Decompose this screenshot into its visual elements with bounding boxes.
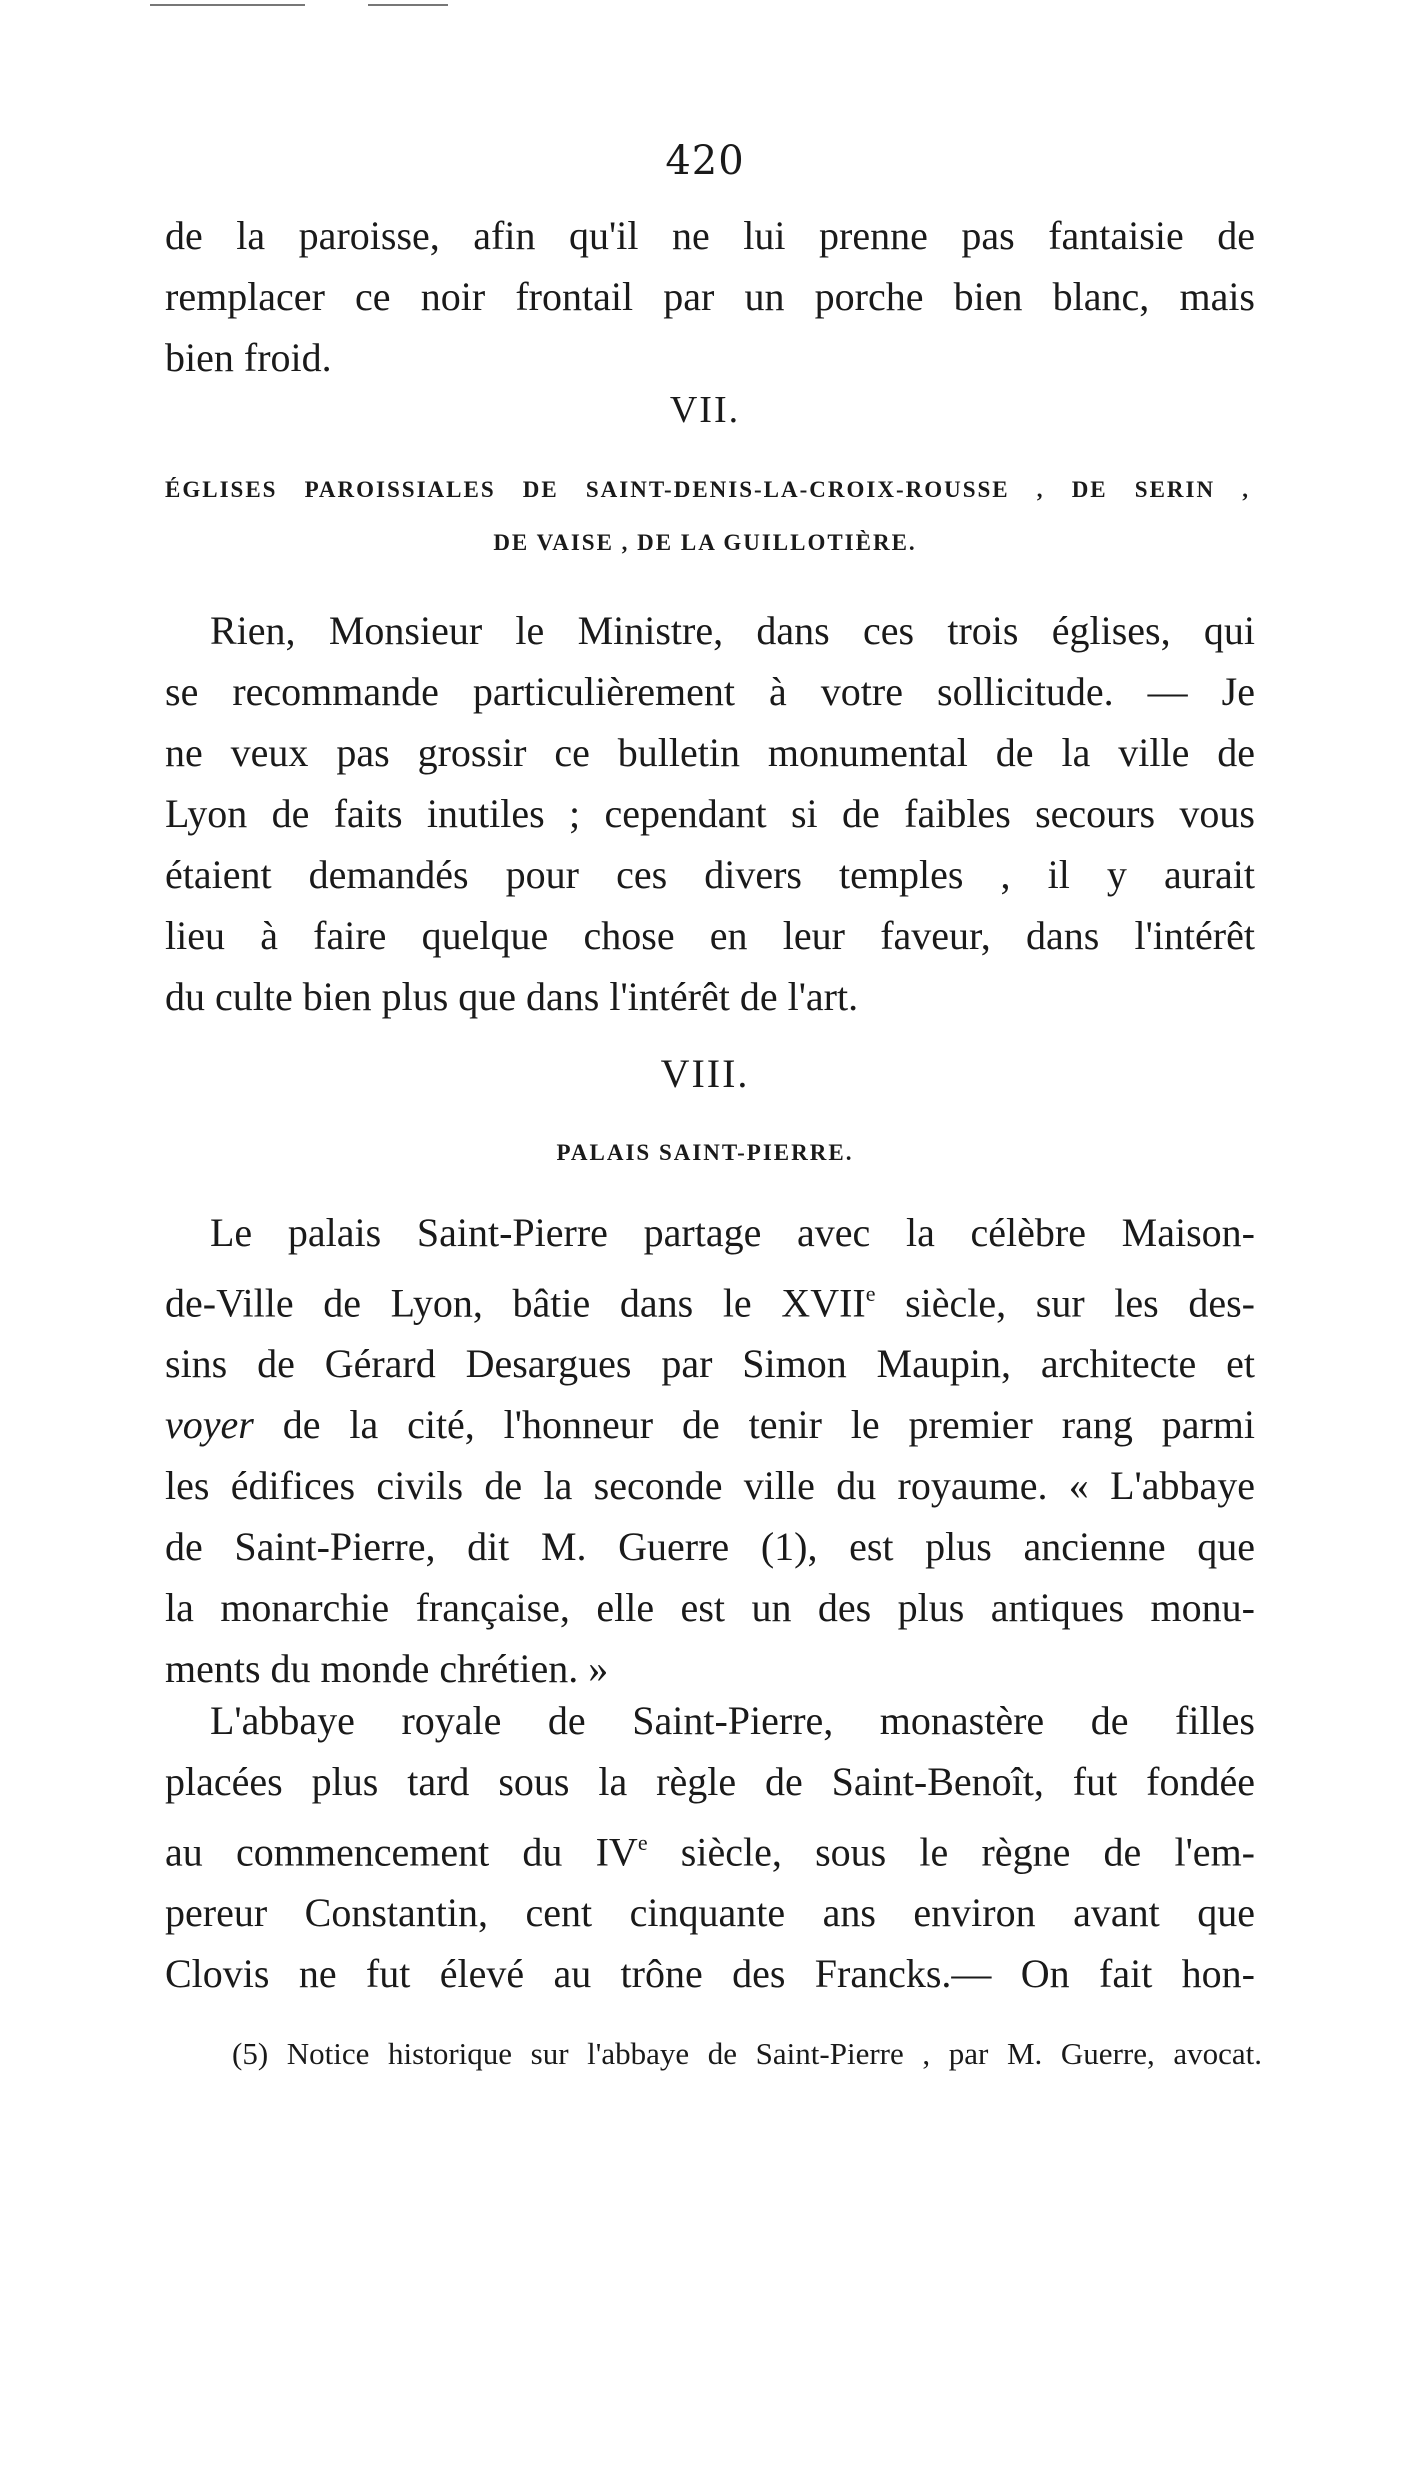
- section-viii-paragraph-2: [165, 1690, 1255, 2004]
- text-line: de la paroisse, afin qu'il ne lui prenne pas fantaisie de: [165, 213, 1255, 258]
- text-line: Rien, Monsieur le Ministre, dans ces trois églises, qui: [210, 608, 1255, 653]
- text-line: Clovis ne fut élevé au trône des Francks.— On fait hon-: [165, 1951, 1255, 1997]
- text-fragment: de-Ville de Lyon, bâtie dans le XVII: [165, 1280, 866, 1326]
- section-title-vii-line2: DE VAISE , DE LA GUILLOTIÈRE.: [493, 530, 917, 555]
- text-line: remplacer ce noir frontail par un porche bien blanc, mais: [165, 274, 1255, 319]
- text-line: ne veux pas grossir ce bulletin monumental de la ville de: [165, 730, 1255, 775]
- section-vii-paragraph: [165, 600, 1255, 1027]
- text-line: bien froid.: [165, 335, 332, 380]
- footnote: (5) Notice historique sur l'abbaye de Saint-Pierre , par M. Guerre, avocat.: [232, 2036, 1262, 2071]
- text-line: pereur Constantin, cent cinquante ans environ avant que: [165, 1890, 1255, 1936]
- text-line: les édifices civils de la seconde ville du royaume. « L'abbaye: [165, 1463, 1255, 1509]
- text-line: du culte bien plus que dans l'intérêt de l'art.: [165, 974, 859, 1019]
- text-line: Le palais Saint-Pierre partage avec la célèbre Maison-: [210, 1210, 1255, 1255]
- text-line: la monarchie française, elle est un des plus antiques monu-: [165, 1585, 1255, 1631]
- text-fragment: siècle, sur les des-: [875, 1280, 1255, 1326]
- superscript: e: [637, 1830, 648, 1855]
- text-fragment: au commencement du IV: [165, 1829, 638, 1875]
- text-line: se recommande particulièrement à votre sollicitude. — Je: [165, 669, 1255, 714]
- text-line: de Saint-Pierre, dit M. Guerre (1), est plus ancienne que: [165, 1524, 1255, 1570]
- text-line: placées plus tard sous la règle de Saint-Benoît, fut fondée: [165, 1759, 1255, 1804]
- text-fragment: de la cité, l'honneur de tenir le premier rang parmi: [253, 1402, 1255, 1448]
- section-number-viii: VIII.: [660, 1051, 750, 1096]
- top-rule-left: [150, 4, 305, 6]
- text-line: L'abbaye royale de Saint-Pierre, monastère de filles: [210, 1698, 1255, 1743]
- section-title-vii-line1: ÉGLISES PAROISSIALES DE SAINT-DENIS-LA-CROIX-ROUSSE , DE SERIN ,: [165, 477, 1250, 502]
- text-line: lieu à faire quelque chose en leur faveur, dans l'intérêt: [165, 913, 1255, 958]
- top-rule-right: [368, 4, 448, 6]
- page-number: 420: [665, 138, 745, 184]
- italic-word: voyer: [165, 1402, 254, 1448]
- text-line: sins de Gérard Desargues par Simon Maupin, architecte et: [165, 1341, 1255, 1387]
- section-number-vii: VII.: [669, 389, 741, 431]
- superscript: e: [865, 1281, 876, 1306]
- section-viii-paragraph-1: [165, 1202, 1255, 1699]
- text-fragment: siècle, sous le règne de l'em-: [647, 1829, 1255, 1875]
- text-line: [165, 1812, 1255, 1882]
- text-line: étaient demandés pour ces divers temples , il y aurait: [165, 852, 1255, 897]
- text-line: ments du monde chrétien. »: [165, 1646, 609, 1692]
- text-line: Lyon de faits inutiles ; cependant si de faibles secours vous: [165, 791, 1255, 836]
- section-title-viii: PALAIS SAINT-PIERRE.: [556, 1140, 854, 1165]
- text-line: [165, 1263, 1255, 1333]
- intro-paragraph: [165, 205, 1255, 388]
- text-line: [165, 1394, 1255, 1455]
